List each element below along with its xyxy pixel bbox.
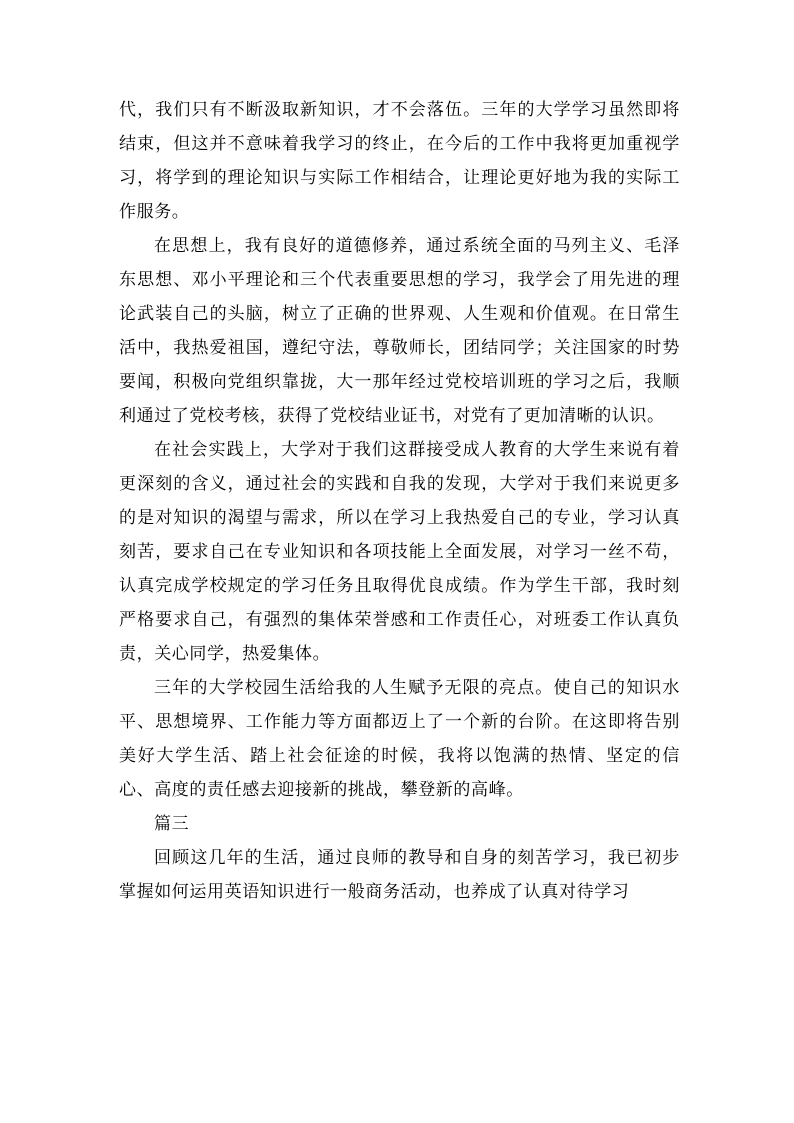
paragraph-campus-life: 三年的大学校园生活给我的人生赋予无限的亮点。使自己的知识水平、思想境界、工作能力等方面都迈上了一个新的台阶。在这即将告别美好大学生活、踏上社会征途的时候，我将以饱满的热情、坚定的信心、高度的责任感去迎接新的挑战，攀登新的高峰。 [119, 678, 680, 800]
paragraph-ideology: 在思想上，我有良好的道德修养，通过系统全面的马列主义、毛泽东思想、邓小平理论和三个代表重要思想的学习，我学会了用先进的理论武装自己的头脑，树立了正确的世界观、人生观和价值观。在日常生活中，我热爱祖国，遵纪守法，尊敬师长，团结同学；关注国家的时势要闻，积极向党组织靠拢，大一那年经过党校培训班的学习之后，我顺利通过了党校考核，获得了党校结业证书，对党有了更加清晰的认识。 [119, 236, 680, 426]
paragraph-social-practice: 在社会实践上，大学对于我们这群接受成人教育的大学生来说有着更深刻的含义，通过社会的实践和自我的发现，大学对于我们来说更多的是对知识的渴望与需求，所以在学习上我热爱自己的专业，学习认真刻苦，要求自己在专业知识和各项技能上全面发展，对学习一丝不苟，认真完成学校规定的学习任务且取得优良成绩。作为学生干部，我时刻严格要求自己，有强烈的集体荣誉感和工作责任心，对班委工作认真负责，关心同学，热爱集体。 [119, 440, 680, 664]
paragraph-review: 回顾这几年的生活，通过良师的教导和自身的刻苦学习，我已初步掌握如何运用英语知识进行一般商务活动，也养成了认真对待学习 [119, 848, 680, 902]
paragraph-continuation: 代，我们只有不断汲取新知识，才不会落伍。三年的大学学习虽然即将结束，但这并不意味着我学习的终止，在今后的工作中我将更加重视学习，将学到的理论知识与实际工作相结合，让理论更好地为我的实际工作服务。 [119, 100, 680, 222]
document-body [119, 93, 680, 909]
section-heading: 篇三 [154, 814, 190, 834]
